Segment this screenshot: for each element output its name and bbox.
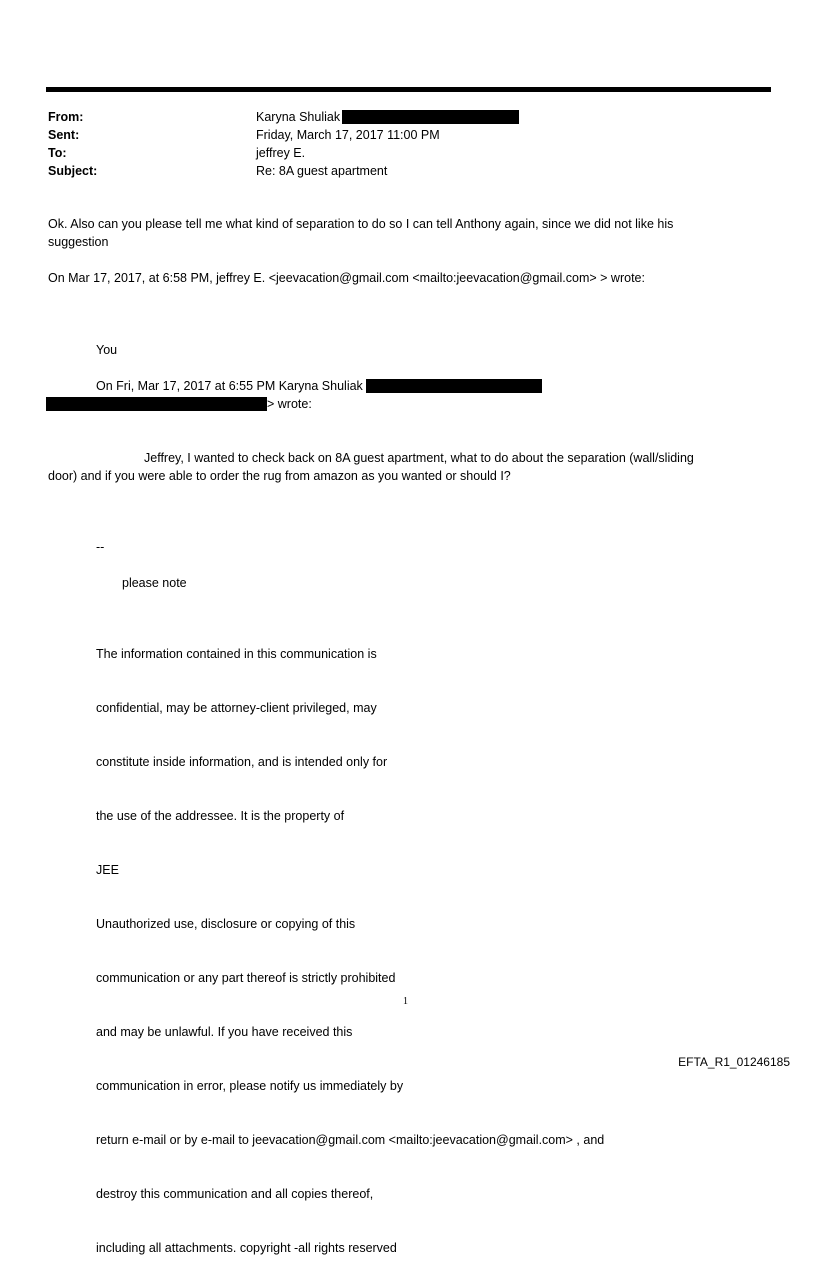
body-line: Ok. Also can you please tell me what kind of separation to do so I can tell Anthony again, since we did not like his xyxy=(48,217,674,231)
disclaimer-line: including all attachments. copyright -all rights reserved xyxy=(96,1241,397,1255)
body-line: suggestion xyxy=(48,235,109,249)
sent-value: Friday, March 17, 2017 11:00 PM xyxy=(256,128,440,142)
disclaimer-line: The information contained in this communication is xyxy=(96,647,377,661)
header-rule xyxy=(46,87,771,92)
disclaimer-line: return e-mail or by e-mail to jeevacation@gmail.com <mailto:jeevacation@gmail.com> , and xyxy=(96,1133,605,1147)
to-row xyxy=(48,144,748,162)
quote-header-2-text: On Fri, Mar 17, 2017 at 6:55 PM Karyna Shuliak xyxy=(96,379,363,393)
from-value xyxy=(256,108,519,126)
disclaimer-line: the use of the addressee. It is the property of xyxy=(96,809,345,823)
to-label: To: xyxy=(48,146,67,160)
from-name: Karyna Shuliak xyxy=(256,110,341,124)
quoted-line: Jeffrey, I wanted to check back on 8A guest apartment, what to do about the separation (wall/sliding xyxy=(144,451,694,465)
disclaimer-line: JEE xyxy=(96,863,119,877)
quote-header: On Mar 17, 2017, at 6:58 PM, jeffrey E. <jeevacation@gmail.com <mailto:jeevacation@gmail.com> > wrote: xyxy=(48,271,645,285)
disclaimer-line: confidential, may be attorney-client privileged, may xyxy=(96,701,377,715)
from-label: From: xyxy=(48,110,84,124)
quote-header-2 xyxy=(96,377,542,395)
disclaimer-line: Unauthorized use, disclosure or copying of this xyxy=(96,917,356,931)
subject-label: Subject: xyxy=(48,164,98,178)
quote-header-2-cont xyxy=(46,395,312,413)
reply-text: You xyxy=(96,343,118,357)
sent-label: Sent: xyxy=(48,128,80,142)
page-number: 1 xyxy=(403,996,408,1007)
disclaimer-line: and may be unlawful. If you have received this xyxy=(96,1025,353,1039)
disclaimer-line: communication or any part thereof is strictly prohibited xyxy=(96,971,396,985)
redaction-box xyxy=(46,397,267,411)
disclaimer-line: communication in error, please notify us immediately by xyxy=(96,1079,404,1093)
sent-row xyxy=(48,126,748,144)
quote-wrote: > wrote: xyxy=(267,397,312,411)
email-header xyxy=(48,108,748,180)
from-row xyxy=(48,108,748,126)
disclaimer xyxy=(96,609,604,1275)
subject-row xyxy=(48,162,748,180)
quoted-line: door) and if you were able to order the rug from amazon as you wanted or should I? xyxy=(48,469,511,483)
redaction-box xyxy=(342,110,519,124)
subject-value: Re: 8A guest apartment xyxy=(256,164,388,178)
disclaimer-line: destroy this communication and all copies thereof, xyxy=(96,1187,374,1201)
signature-separator: -- xyxy=(96,540,105,554)
document-id: EFTA_R1_01246185 xyxy=(678,1055,790,1069)
to-value: jeffrey E. xyxy=(256,146,306,160)
disclaimer-line: constitute inside information, and is intended only for xyxy=(96,755,388,769)
redaction-box xyxy=(366,379,542,393)
please-note: please note xyxy=(122,576,187,590)
